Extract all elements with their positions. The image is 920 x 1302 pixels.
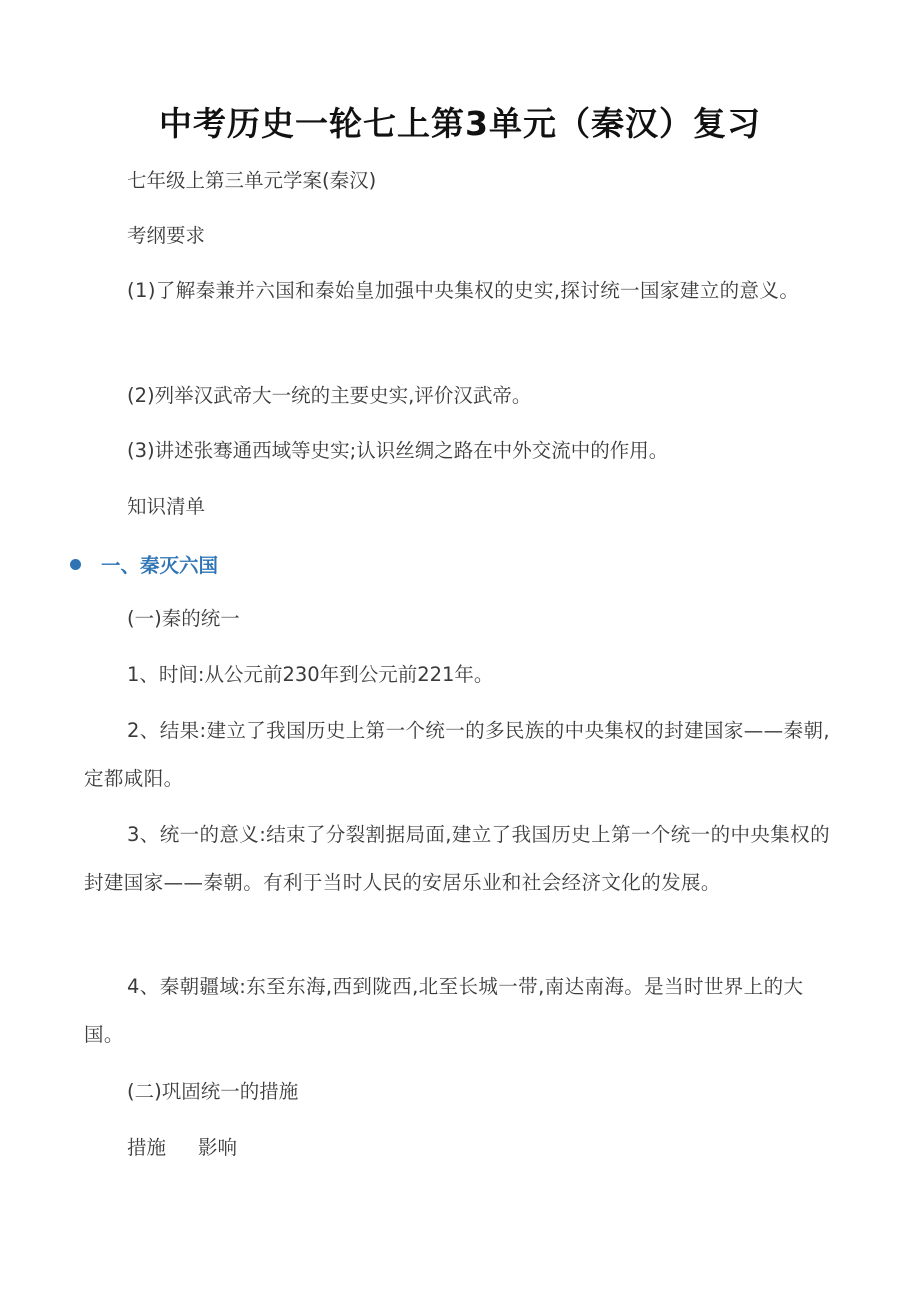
requirement-3: (3)讲述张骞通西域等史实;认识丝绸之路在中外交流中的作用。 [127,439,669,462]
requirement-1: (1)了解秦兼并六国和秦始皇加强中央集权的史实,探讨统一国家建立的意义。 [127,279,800,302]
subsection-heading: (一)秦的统一 [127,607,240,630]
list-item: 2、结果:建立了我国历史上第一个统一的多民族的中央集权的封建国家——秦朝,定都咸阳。 [84,719,830,790]
list-item: 1、时间:从公元前230年到公元前221年。 [127,663,494,686]
document-title: 中考历史一轮七上第3单元（秦汉）复习 [159,104,761,143]
subsection-heading: (二)巩固统一的措施 [127,1080,299,1103]
outline-label: 考纲要求 [127,224,206,247]
table-header-measures: 措施 [127,1136,167,1159]
list-item: 3、统一的意义:结束了分裂割据局面,建立了我国历史上第一个统一的中央集权的封建国家——秦朝。有利于当时人民的安居乐业和社会经济文化的发展。 [84,823,830,894]
section-heading-text: 一、秦灭六国 [101,554,219,577]
document-subtitle: 七年级上第三单元学案(秦汉) [127,169,377,192]
knowledge-label: 知识清单 [127,495,206,518]
requirement-2: (2)列举汉武帝大一统的主要史实,评价汉武帝。 [127,384,532,407]
bullet-icon [70,559,81,570]
table-header-impact: 影响 [198,1136,238,1159]
table-header-row [127,1124,237,1172]
section-heading [70,542,218,586]
list-item: 4、秦朝疆域:东至东海,西到陇西,北至长城一带,南达南海。是当时世界上的大国。 [84,975,804,1046]
